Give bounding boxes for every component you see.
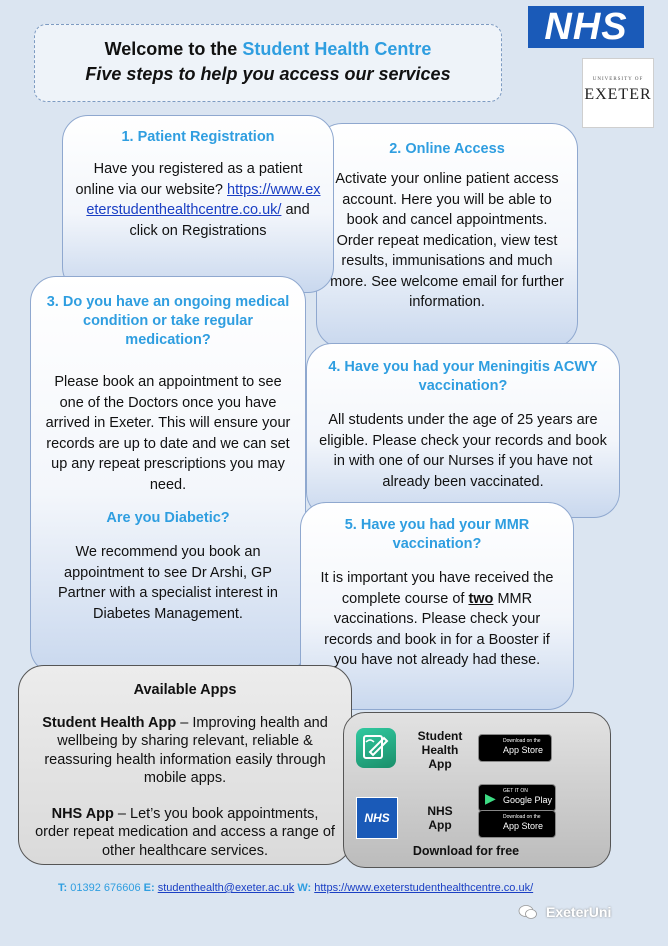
step-5-text-before: It is important you have received the complete course of bbox=[320, 570, 554, 607]
exeter-logo-text: EXETER bbox=[584, 86, 652, 103]
nhs-label-1: NHS bbox=[427, 804, 453, 818]
student-health-app-icon[interactable] bbox=[356, 728, 396, 768]
nhs-logo: NHS bbox=[528, 6, 644, 48]
google-play-small: GET IT ON bbox=[503, 788, 528, 794]
student-app-store-button[interactable] bbox=[478, 734, 552, 762]
web-label: W: bbox=[297, 882, 312, 894]
student-app-desc: – Improving health and wellbeing by sharing relevant, reliable & reassuring health information easily through mobile apps. bbox=[44, 714, 328, 786]
app-store-big: App Store bbox=[503, 745, 544, 755]
nhs-app-store-button[interactable] bbox=[478, 810, 556, 838]
title-prefix: Welcome to the bbox=[104, 39, 243, 59]
step-5-text-after: MMR vaccinations. Please check your records and book in for a Booster if you have not already had these. bbox=[324, 590, 550, 668]
step-3-heading: 3. Do you have an ongoing medical condition or take regular medication? bbox=[46, 294, 290, 348]
title-highlight: Student Health Centre bbox=[242, 39, 432, 59]
step-4-card bbox=[306, 343, 620, 518]
step-2-text: Activate your online patient access account. Here you will be able to book and cancel appointments. Order repeat medication, view test results, immunisations and much more. See welcome email for further information. bbox=[330, 171, 564, 310]
nhs-app-description bbox=[19, 805, 351, 861]
nhs-app-name: NHS App bbox=[51, 805, 114, 822]
step-2-heading: 2. Online Access bbox=[389, 141, 505, 157]
email-label: E: bbox=[143, 882, 155, 894]
student-app-name: Student Health App bbox=[42, 714, 177, 731]
app-store-small: Download on the bbox=[503, 814, 541, 820]
google-play-button[interactable] bbox=[478, 784, 556, 812]
step-1-text bbox=[75, 159, 321, 241]
step-5-heading: 5. Have you had your MMR vaccination? bbox=[344, 517, 530, 552]
diabetic-heading: Are you Diabetic? bbox=[106, 510, 230, 526]
google-play-icon: ▶ bbox=[485, 790, 496, 806]
step-3-card bbox=[30, 276, 306, 674]
website-link[interactable]: https://www.exeterstudenthealthcentre.co.uk/ bbox=[86, 181, 321, 218]
student-app-label bbox=[408, 729, 472, 771]
student-app-description bbox=[19, 714, 351, 788]
wechat-icon bbox=[518, 904, 538, 920]
exeter-logo-small: UNIVERSITY OF bbox=[592, 77, 644, 82]
student-label-2: Health bbox=[421, 743, 459, 757]
step-2-card bbox=[316, 123, 578, 348]
available-apps-heading: Available Apps bbox=[133, 682, 237, 698]
step-4-text: All students under the age of 25 years are eligible. Please check your records and book in with one of our Nurses if you have not already been vaccinated. bbox=[319, 412, 607, 490]
title-box bbox=[34, 24, 502, 102]
app-store-big: App Store bbox=[503, 821, 544, 831]
exeter-logo bbox=[582, 58, 654, 128]
nhs-label-2: App bbox=[428, 818, 452, 832]
nhs-app-icon[interactable]: NHS bbox=[356, 797, 398, 839]
step-1-text-after: and click on Registrations bbox=[129, 202, 310, 239]
step-1-heading: 1. Patient Registration bbox=[121, 129, 275, 145]
nhs-app-desc: – Let’s you book appointments, order repeat medication and access a range of other healthcare services. bbox=[35, 805, 335, 859]
step-5-text bbox=[313, 568, 561, 671]
google-play-big: Google Play bbox=[503, 795, 553, 805]
email-link[interactable]: studenthealth@exeter.ac.uk bbox=[157, 882, 295, 894]
student-label-3: App bbox=[428, 757, 452, 771]
page-subtitle: Five steps to help you access our services bbox=[85, 64, 451, 84]
page-title bbox=[35, 39, 501, 60]
step-5-emphasis: two bbox=[468, 590, 494, 607]
step-1-text-before: Have you registered as a patient online via our website? bbox=[75, 161, 303, 198]
phone-number[interactable]: 01392 676606 bbox=[70, 882, 141, 894]
step-3-text: Please book an appointment to see one of the Doctors once you have arrived in Exeter. This will ensure your records are up to date and we can set up any repeat prescriptions you may need. bbox=[45, 374, 291, 493]
watermark: ExeterUni bbox=[546, 904, 612, 920]
app-store-small: Download on the bbox=[503, 738, 541, 744]
footer-website-link[interactable]: https://www.exeterstudenthealthcentre.co.uk/ bbox=[314, 882, 534, 894]
available-apps-box bbox=[18, 665, 352, 865]
footer-contact bbox=[58, 881, 533, 895]
step-4-heading: 4. Have you had your Meningitis ACWY vaccination? bbox=[328, 359, 598, 394]
step-1-card bbox=[62, 115, 334, 293]
nhs-app-label bbox=[408, 804, 472, 832]
download-free-label: Download for free bbox=[412, 844, 520, 858]
phone-label: T: bbox=[58, 882, 68, 894]
diabetic-text: We recommend you book an appointment to see Dr Arshi, GP Partner with a specialist interest in Diabetes Management. bbox=[57, 544, 278, 622]
student-label-1: Student bbox=[417, 729, 463, 743]
